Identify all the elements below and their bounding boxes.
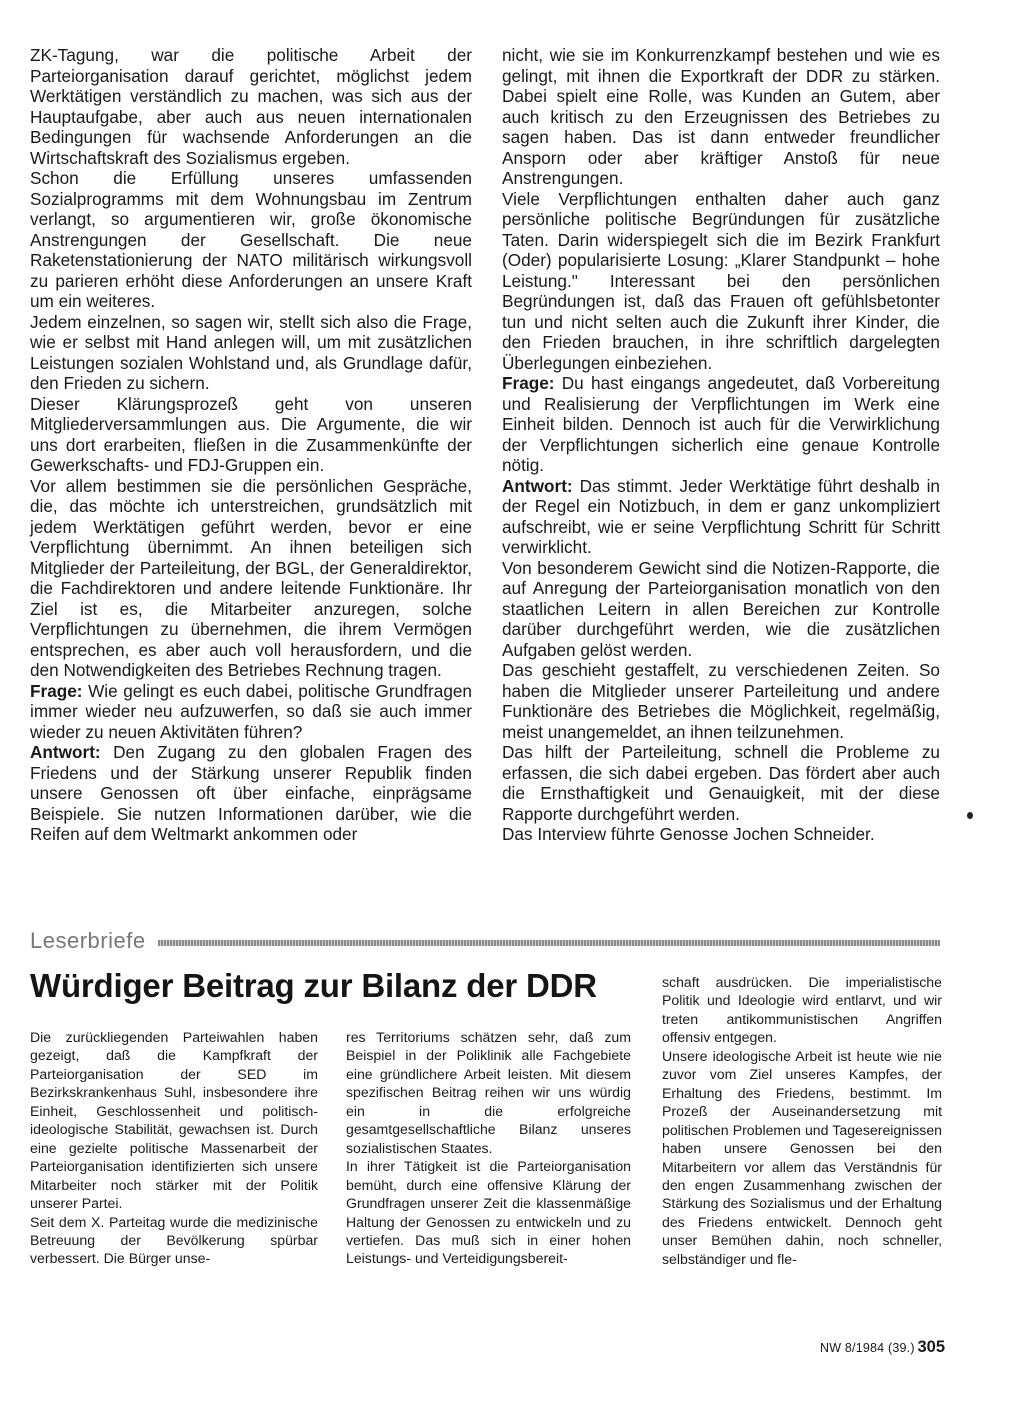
paragraph-text: nicht, wie sie im Konkurrenzkampf bestehen und wie es gelingt, mit ihnen die Exportkraft der DDR zu stärken. Dabei spielt eine Rolle, was Kunden an Gutem, aber auch kritisch zu den Erzeugnissen des Betriebes zu sagen haben. Das ist dann entweder freundlicher Ansporn oder aber kräftiger Anstoß für neue Anstrengungen.	[502, 45, 940, 188]
letter-column-2	[346, 1028, 631, 1268]
paragraph-text: Schon die Erfüllung unseres umfassenden Sozialprogramms mit dem Wohnungsbau im Zentrum verlangt, so argumentieren wir, große ökonomische Anstrengungen der Gesellschaft. Die neue Raketenstationierung der NATO militärisch wirkungsvoll zu parieren erhöht diese Anforderungen an unsere Kraft um ein weiteres.	[30, 168, 472, 311]
paragraph-text: Viele Verpflichtungen enthalten daher auch ganz persönliche politische Begründungen für zusätzliche Taten. Darin widerspiegelt sich die im Bezirk Frankfurt (Oder) popularisierte Losung: „Klarer Standpunkt – hohe Leistung." Interessant bei den persönlichen Begründungen ist, daß das Frauen oft gefühlsbetonter tun und nicht selten auch die Zukunft ihrer Kinder, die den Frieden brauchen, in ihre schriftlich dargelegten Überlegungen einbeziehen.	[502, 188, 940, 373]
paragraph	[502, 558, 940, 661]
paragraph-text: ZK-Tagung, war die politische Arbeit der Parteiorganisation darauf gerichtet, möglichst jedem Werktätigen verständlich zu machen, was sich aus der Hauptaufgabe, aber auch aus neuen internationalen Bedingungen für wachsende Anforderungen an die Wirtschaftskraft des Sozialismus ergeben.	[30, 45, 472, 168]
paragraph	[662, 973, 942, 1047]
paragraph	[30, 1028, 318, 1213]
speaker-label: Frage:	[502, 373, 555, 393]
section-header	[30, 928, 940, 954]
letter-column-1	[30, 1028, 318, 1268]
paragraph-text: Das geschieht gestaffelt, zu verschiedenen Zeiten. So haben die Mitglieder unserer Parteileitung und andere Funktionäre des Betriebes die Möglichkeit, regelmäßig, meist unangemeldet, an ihnen teilzunehmen.	[502, 660, 940, 742]
paragraph-text: Von besonderem Gewicht sind die Notizen-Rapporte, die auf Anregung der Parteiorganisation monatlich von den staatlichen Leitern in allen Bereichen zur Kontrolle darüber durchgeführt werden, wie die zusätzlichen Aufgaben gelöst werden.	[502, 557, 940, 660]
paragraph	[346, 1157, 631, 1268]
paragraph-text: Das hilft der Parteileitung, schnell die Probleme zu erfassen, die sich dabei ergeben. Das fördert aber auch die Ernsthaftigkeit und Genauigkeit, mit der diese Rapporte durchgeführt werden.	[502, 742, 940, 824]
paragraph	[30, 681, 472, 743]
paragraph	[30, 742, 472, 845]
paragraph-text: Dieser Klärungsprozeß geht von unseren Mitgliederversammlungen aus. Die Argumente, die wir uns dort erarbeiten, fließen in die Zusammenkünfte der Gewerkschafts- und FDJ-Gruppen ein.	[30, 393, 472, 475]
paragraph-text: Das stimmt. Jeder Werktätige führt deshalb in der Regel ein Notizbuch, in dem er ganz unkompliziert aufschreibt, wie er seine Verpflichtung Schritt für Schritt verwirklicht.	[502, 475, 940, 557]
speaker-label: Antwort:	[502, 475, 573, 496]
paragraph	[502, 660, 940, 742]
paragraph-text: Jedem einzelnen, so sagen wir, stellt sich also die Frage, wie er selbst mit Hand anlegen will, um mit zusätzlichen Leistungen sozialen Wohlstand und, als Grundlage dafür, den Frieden zu sichern.	[30, 311, 472, 393]
paragraph	[30, 1213, 318, 1268]
paragraph-text: res Territoriums schätzen sehr, daß zum Beispiel in der Poliklinik alle Fachgebiete eine gründlichere Arbeit leisten. Mit diesem spezifischen Beitrag reihen wir uns würdig ein in die erfolgreiche gesamtgesellschaftliche Bilanz unseres sozialistischen Staates.	[346, 1029, 631, 1156]
paragraph	[502, 742, 940, 824]
paragraph	[30, 312, 472, 394]
paragraph	[30, 394, 472, 476]
paragraph-text: Den Zugang zu den globalen Fragen des Friedens und der Stärkung unserer Republik finden unsere Genossen oft über einfache, einprägsame Beispiele. Sie nutzen Informationen darüber, wie die Reifen auf dem Weltmarkt ankommen oder	[30, 742, 472, 844]
paragraph	[502, 824, 940, 845]
paragraph	[30, 476, 472, 681]
paragraph-text: Die zurückliegenden Parteiwahlen haben gezeigt, daß die Kampfkraft der Parteiorganisation der SED im Bezirkskrankenhaus Suhl, insbesondere ihre Einheit, Geschlossenheit und politisch-ideologische Stabilität, gewachsen ist. Durch eine gezielte politische Massenarbeit der Parteiorganisation identifizierten sich unsere Mitarbeiter noch stärker mit der Politik unserer Partei.	[30, 1029, 318, 1212]
paragraph	[502, 476, 940, 558]
speaker-label: Antwort:	[30, 742, 101, 762]
interview-column-right	[502, 45, 940, 845]
interview-column-left	[30, 45, 472, 845]
paragraph	[346, 1028, 631, 1157]
paragraph	[502, 45, 940, 189]
letter-headline: Würdiger Beitrag zur Bilanz der DDR	[30, 967, 597, 1004]
paragraph-text: Unsere ideologische Arbeit ist heute wie nie zuvor vom Ziel unseres Kampfes, der Erhaltung des Friedens, bestimmt. Im Prozeß der Auseinandersetzung mit politischen Problemen und Tagesereignissen haben unsere Genossen bei den Mitarbeitern vor allem das Verständnis für den engen Zusammenhang zwischen der Stärkung des Sozialismus und der Erhaltung des Friedens entwickelt. Dennoch geht unser Bemühen dahin, noch schneller, selbständiger und fle-	[662, 1047, 942, 1267]
section-label: Leserbriefe	[30, 928, 146, 953]
letter-column-3	[662, 973, 942, 1268]
paragraph	[30, 168, 472, 312]
paragraph-text: Seit dem X. Parteitag wurde die medizinische Betreuung der Bevölkerung spürbar verbessert. Die Bürger unse-	[30, 1213, 318, 1267]
margin-mark	[967, 812, 973, 819]
paragraph-text: Du hast eingangs angedeutet, daß Vorbereitung und Realisierung der Verpflichtungen im Werk eine Einheit bilden. Dennoch ist auch für die Verwirklichung der Verpflichtungen sicherlich eine genaue Kontrolle nötig.	[502, 373, 940, 475]
section-rule	[158, 940, 940, 946]
page-footer	[820, 1338, 945, 1360]
speaker-label: Frage:	[30, 680, 83, 701]
paragraph-text: Wie gelingt es euch dabei, politische Grundfragen immer wieder neu aufzuwerfen, so daß sie auch immer wieder zu neuen Aktivitäten führen?	[30, 680, 472, 742]
paragraph	[662, 1047, 942, 1268]
paragraph-text: schaft ausdrücken. Die imperialistische Politik und Ideologie wird entlarvt, und wir treten antikommunistischen Angriffen offensiv entgegen.	[662, 974, 942, 1046]
paragraph-text: Vor allem bestimmen sie die persönlichen Gespräche, die, das möchte ich unterstreichen, grundsätzlich mit jedem Werktätigen geführt werden, bevor er eine Verpflichtung übernimmt. An ihnen beteiligen sich Mitglieder der Parteileitung, der BGL, der Generaldirektor, die Fachdirektoren und andere leitende Funktionäre. Ihr Ziel ist es, die Mitarbeiter anzuregen, solche Verpflichtungen zu übernehmen, die ihrem Vermögen entsprechen, es aber auch voll herausfordern, und die den Notwendigkeiten des Betriebes Rechnung tragen.	[30, 475, 472, 680]
issue-reference: NW 8/1984 (39.)	[820, 1341, 915, 1355]
paragraph	[502, 373, 940, 476]
paragraph-text: Das Interview führte Genosse Jochen Schneider.	[502, 824, 875, 844]
paragraph	[502, 189, 940, 374]
page-number: 305	[917, 1338, 945, 1356]
paragraph-text: In ihrer Tätigkeit ist die Parteiorganisation bemüht, durch eine offensive Klärung der Grundfragen unserer Zeit die klassenmäßige Haltung der Genossen zu entwickeln und zu vertiefen. Das muß sich in einer hohen Leistungs- und Verteidigungsbereit-	[346, 1158, 631, 1267]
paragraph	[30, 45, 472, 168]
